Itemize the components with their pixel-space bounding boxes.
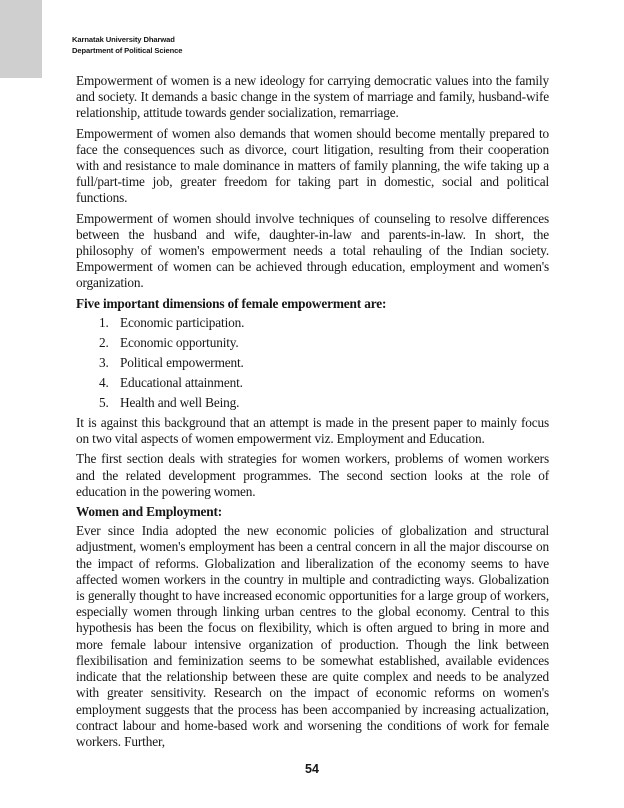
list-item [99, 354, 549, 371]
dimensions-heading: Five important dimensions of female empowerment are: [76, 295, 387, 311]
list-number: 4. [99, 374, 109, 390]
page-body [76, 73, 549, 754]
paragraph-globalization: Ever since India adopted the new economic policies of globalization and structural adjustment, women's employment has been a central concern in all the major discourse on the impact of reforms. Globalization and liberalization of the economy seems to have affected women workers in the country in multiple and contradicting ways. Globalization is generally thought to have increased economic opportunities for a large group of workers, especially women through linking urban centres to the global economy. Central to this hypothesis has been the focus on flexibility, which is often argued to bring in more and more female labour intensive organization of production. Though the link between flexibilisation and feminization seems to be somewhat established, available evidences indicate that the relationship between these are quite complex and needs to be analyzed with greater sensitivity. Research on the impact of economic reforms on women's employment suggests that the process has been accompanied by increasing actualization, contract labour and home-based work and worsening the conditions of work for female workers. Further, [76, 523, 549, 749]
list-number: 1. [99, 314, 109, 330]
dimensions-list [76, 315, 549, 411]
paragraph-background: It is against this background that an attempt is made in the present paper to mainly focus on two vital aspects of women empowerment viz. Employment and Education. [76, 415, 549, 447]
list-item [99, 374, 549, 391]
side-tab-band [0, 0, 42, 78]
list-text: Educational attainment. [120, 374, 243, 390]
list-text: Political empowerment. [120, 354, 244, 370]
list-number: 2. [99, 334, 109, 350]
employment-heading: Women and Employment: [76, 504, 223, 520]
list-text: Health and well Being. [120, 394, 240, 410]
paragraph-sections: The first section deals with strategies for women workers, problems of women workers and the related development programmes. The second section looks at the role of education in the powering women. [76, 451, 549, 499]
list-item [99, 334, 549, 351]
list-text: Economic participation. [120, 314, 245, 330]
paragraph-consequences: Empowerment of women also demands that women should become mentally prepared to face the consequences such as divorce, court litigation, resulting from their cooperation with and resistance to male dominance in matters of family planning, the wife taking up a full/part-time job, greater freedom for taking part in domestic, social and political functions. [76, 125, 549, 206]
list-text: Economic opportunity. [120, 334, 239, 350]
list-number: 5. [99, 394, 109, 410]
list-item [99, 314, 549, 331]
running-header [72, 34, 182, 56]
paragraph-counseling: Empowerment of women should involve techniques of counseling to resolve differences between the husband and wife, daughter-in-law and parents-in-law. In short, the philosophy of women's empowerment needs a total rehauling of the Indian society. Empowerment of women can be achieved through education, employment and women's organization. [76, 210, 549, 291]
list-number: 3. [99, 354, 109, 370]
university-name: Karnatak University Dharwad [72, 35, 175, 44]
list-item [99, 394, 549, 411]
page-number: 54 [305, 762, 319, 776]
paragraph-intro: Empowerment of women is a new ideology for carrying democratic values into the family and society. It demands a basic change in the system of marriage and family, husband-wife relationship, attitude towards gender socialization, remarriage. [76, 73, 549, 121]
department-name: Department of Political Science [72, 46, 183, 55]
